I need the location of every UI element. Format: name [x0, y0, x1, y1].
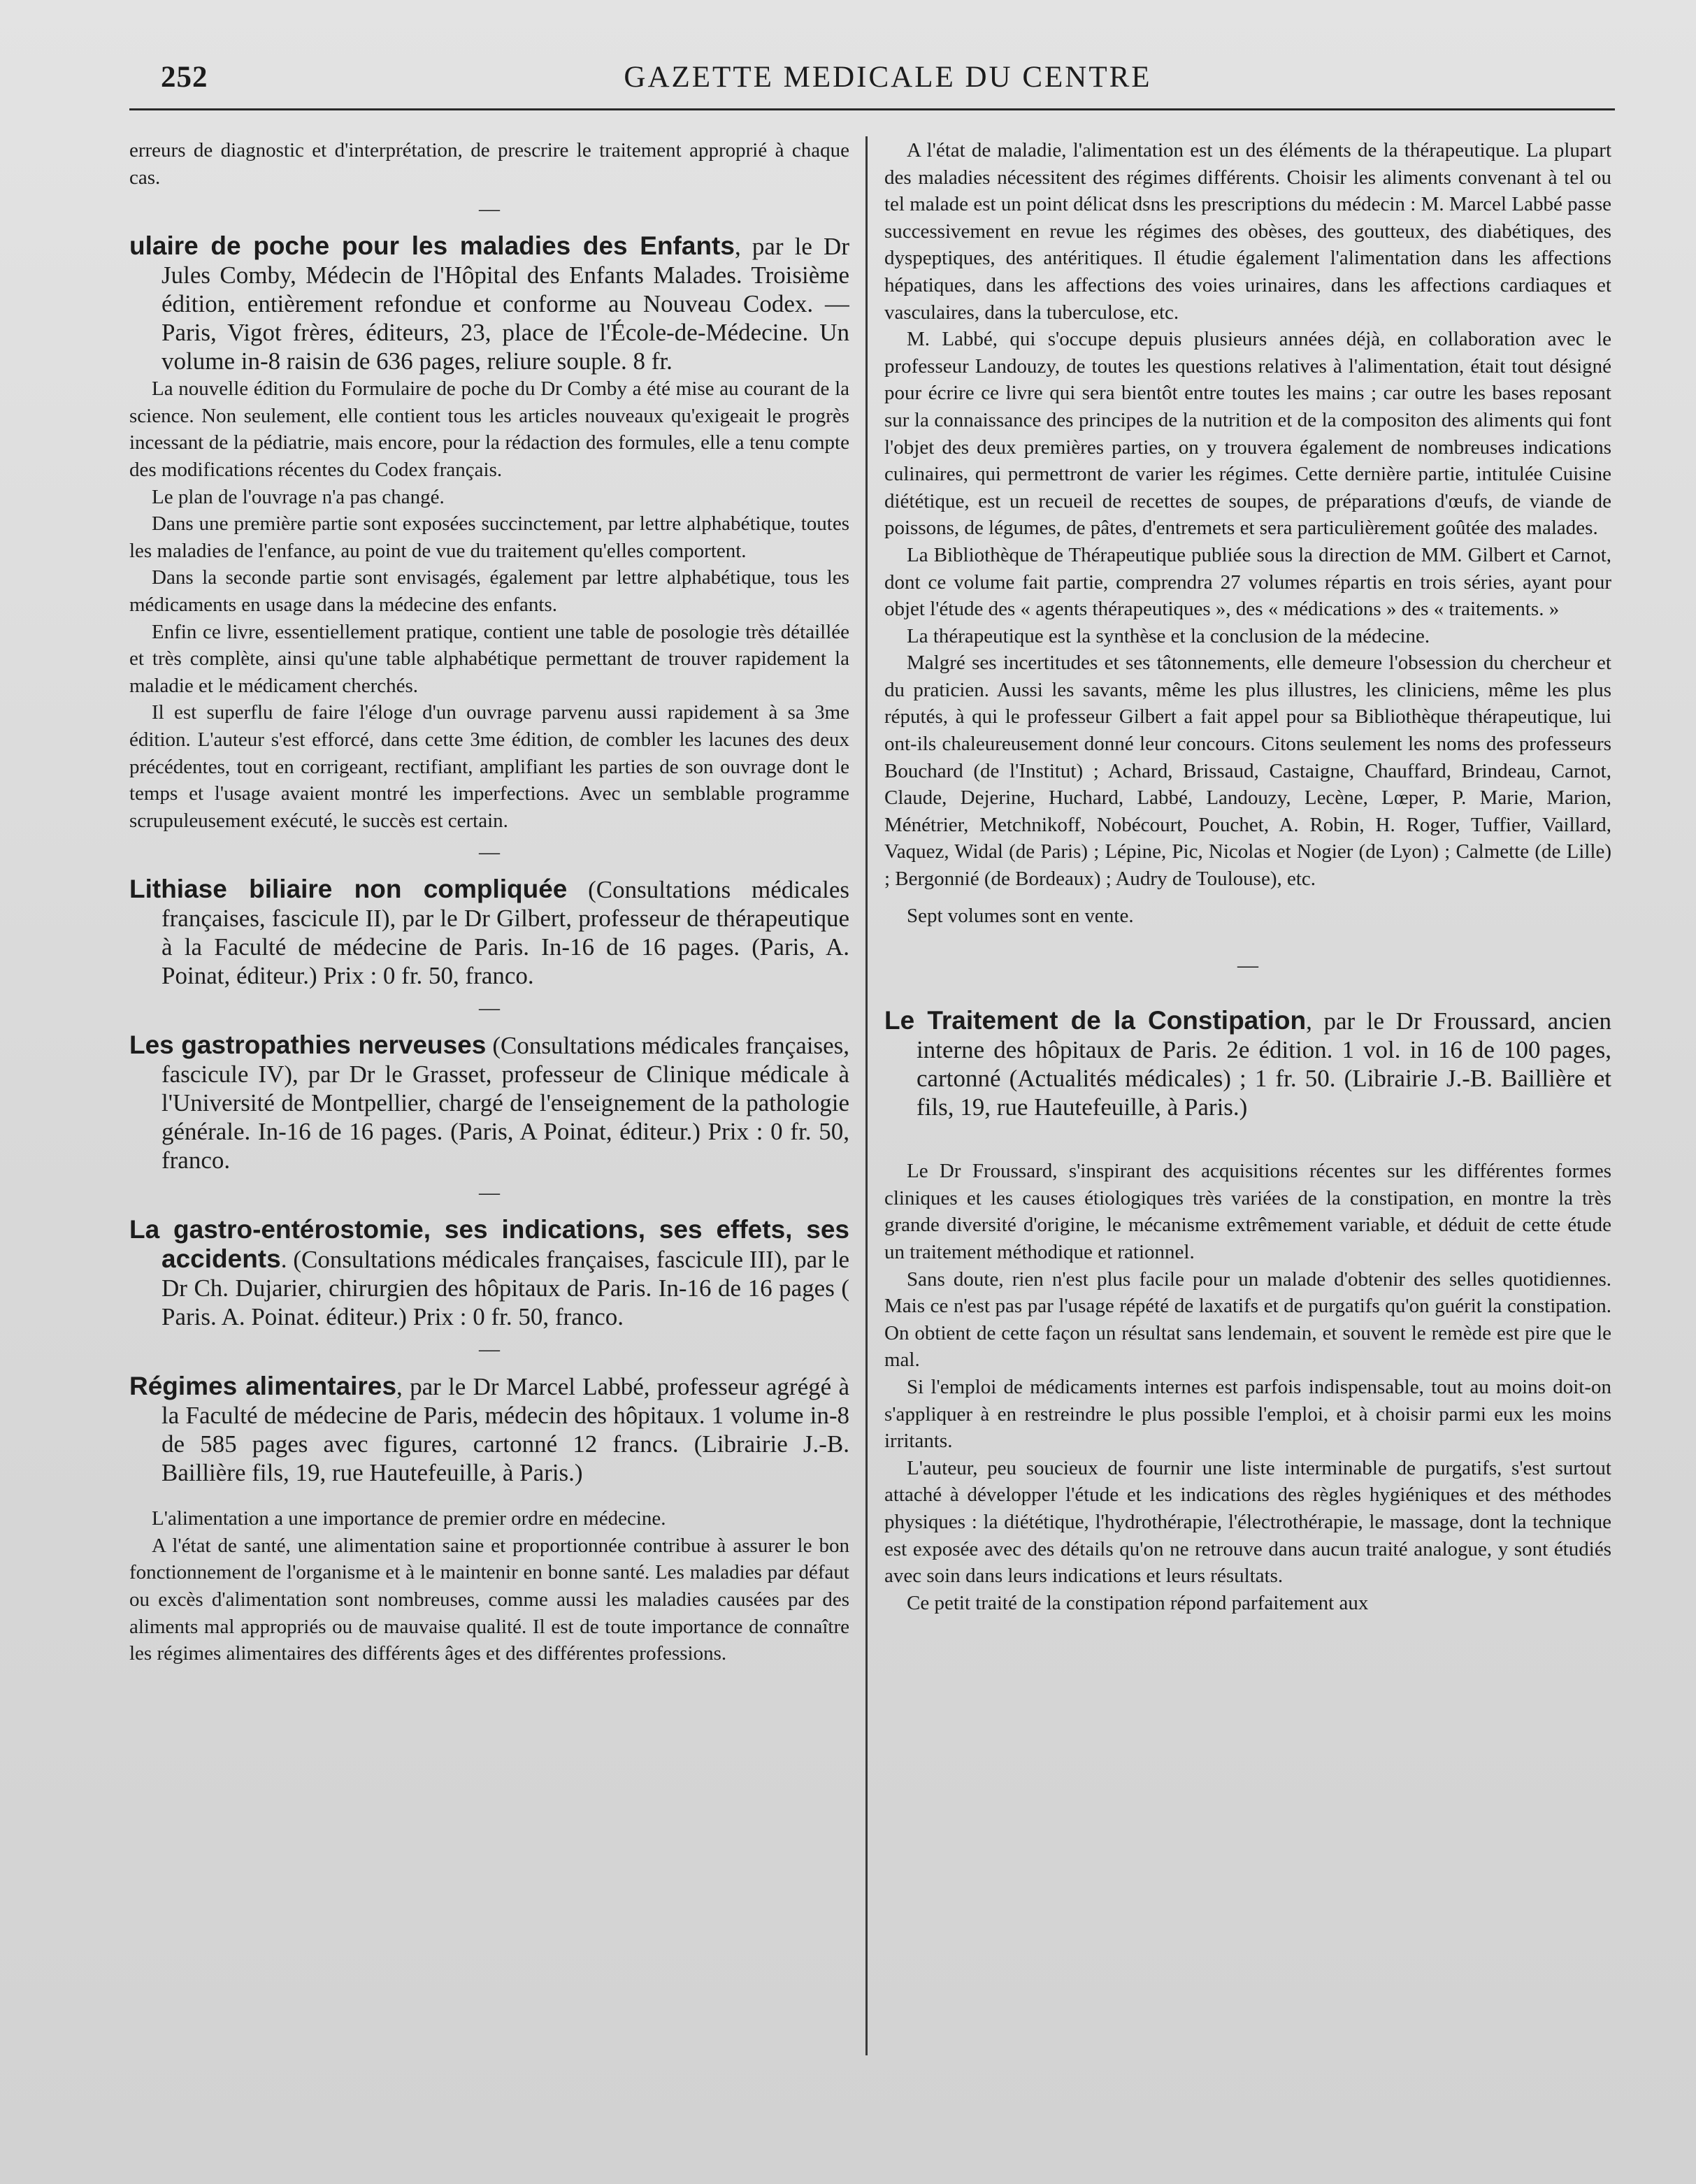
review-entry-formulaire — [129, 231, 849, 375]
journal-title: GAZETTE MEDICALE DU CENTRE — [624, 61, 1152, 94]
page-number: 252 — [161, 61, 208, 94]
entry-title: Les gastropathies nerveuses — [129, 1030, 487, 1060]
review-paragraph: L'alimentation a une importance de premier ordre en médecine. — [152, 1507, 666, 1530]
separator-dash: — — [1237, 954, 1258, 977]
review-paragraph: Le Dr Froussard, s'inspirant des acquisitions récentes sur les différentes formes cliniques et les causes étiologiques très variées de la constipation, en montre la très grande diversité d'origine, le mécanisme extrêmement variable, et déduit de cette étude un traitement méthodique et rationnel. — [884, 1160, 1611, 1263]
column-divider — [865, 136, 868, 2055]
separator-dash: — — [479, 1337, 500, 1361]
entry-citation: (Consultations médicales françaises, fascicule IV), par Dr le Grasset, professeur de Clinique médicale à l'Université de Montpellier, chargé de l'enseignement de la pathologie générale. In-16 de 16 pages. (Paris, A Poinat, éditeur.) Prix : 0 fr. 50, franco. — [161, 1032, 849, 1174]
review-entry-regimes — [129, 1372, 849, 1487]
review-paragraph: Enfin ce livre, essentiellement pratique, contient une table de posologie très détaillée et très complète, ainsi qu'une table alphabétique permettant de trouver rapidement la maladie et le médicament cherchés. — [129, 620, 849, 697]
review-paragraph: A l'état de maladie, l'alimentation est un des éléments de la thérapeutique. La plupart des maladies nécessitent des régimes différents. Choisir les aliments convenant à tel ou tel malade est un point délicat dsns les prescriptions du médecin : M. Marcel Labbé passe successivement en revue les régimes des obèses, des goutteux, des diabétiques, des dyspeptiques, des antéritiques. Il étudie également l'alimentation dans les affections hépatiques, dans les affections des voies urinaires, dans les affections cardiaques et vasculaires, dans la tuberculose, etc. — [884, 139, 1611, 324]
review-paragraph: Le plan de l'ouvrage n'a pas changé. — [152, 485, 445, 508]
entry-title: Le Traitement de la Constipation — [884, 1006, 1307, 1035]
entry-citation: (Consultations médicales françaises, fascicule II), par le Dr Gilbert, professeur de thérapeutique à la Faculté de médecine de Paris. In-16 de 16 pages. (Paris, A. Poinat, éditeur.) Prix : 0 fr. 50, franco. — [161, 876, 849, 990]
review-paragraph: A l'état de santé, une alimentation saine et proportionnée contribue à assurer le bon fonctionnement de l'organisme et à le maintenir en bonne santé. Les maladies par défaut ou excès d'alimentation sont nombreuses, comme aussi les maladies causées par des aliments mal appropriés ou de mauvaise qualité. Il est de toute importance de connaître les régimes alimentaires des différents âges et des différentes professions. — [129, 1534, 849, 1665]
review-paragraph: L'auteur, peu soucieux de fournir une liste interminable de purgatifs, s'est surtout attaché à développer l'étude et les indications des règles hygiéniques et des méthodes physiques : la diététique, l'hydrothérapie, l'électrothérapie, le massage, dont la technique est exposée avec des détails qu'on ne retrouve dans aucun traité analogue, y sont étudiés avec soin dans leurs indications et leurs résultats. — [884, 1456, 1611, 1588]
review-paragraph: Dans une première partie sont exposées succinctement, par lettre alphabétique, toutes les maladies de l'enfance, au point de vue du traitement qu'elles comportent. — [129, 512, 849, 562]
header-rule — [129, 108, 1615, 110]
left-column — [129, 137, 849, 2067]
entry-title: ulaire de poche pour les maladies des Enfants — [129, 231, 735, 261]
review-paragraph: Ce petit traité de la constipation répond parfaitement aux — [907, 1591, 1369, 1614]
review-paragraph: Dans la seconde partie sont envisagés, également par lettre alphabétique, tous les médicaments en usage dans la médecine des enfants. — [129, 566, 849, 616]
review-paragraph: La nouvelle édition du Formulaire de poche du Dr Comby a été mise au courant de la science. Non seulement, elle contient tous les articles nouveaux qu'exigeait le progrès incessant de la pédiatrie, mais encore, pour la rédaction des formules, elle a tenu compte des modifications récentes du Codex français. — [129, 378, 849, 481]
review-paragraph: Malgré ses incertitudes et ses tâtonnements, elle demeure l'obsession du chercheur et du praticien. Aussi les savants, même les plus illustres, les cliniciens, même les plus réputés, à qui le professeur Gilbert a fait appel pour sa Bibliothèque thérapeutique, lui ont-ils chaleureusement donné leur concours. Citons seulement les noms des professeurs Bouchard (de l'Institut) ; Achard, Brissaud, Castaigne, Chauffard, Brindeau, Carnot, Claude, Dejerine, Huchard, Labbé, Landouzy, Lecène, Lœper, P. Marie, Marion, Ménétrier, Metchnikoff, Nobécourt, Pouchet, A. Robin, H. Roger, Tuffier, Vaillard, Vaquez, Widal (de Paris) ; Lépine, Pic, Nicolas et Nogier (de Lyon) ; Calmette (de Lille) ; Bergonnié (de Bordeaux) ; Audry de Toulouse), etc. — [884, 652, 1611, 891]
review-paragraph: La thérapeutique est la synthèse et la conclusion de la médecine. — [907, 624, 1430, 647]
right-column — [884, 137, 1611, 2067]
entry-citation: , par le Dr Froussard, ancien interne des hôpitaux de Paris. 2e édition. 1 vol. in 16 de 100 pages, cartonné (Actualités médicales) ; 1 fr. 50. (Librairie J.-B. Baillière et fils, 19, rue Hautefeuille, à Paris.) — [917, 1007, 1611, 1121]
entry-citation: . (Consultations médicales françaises, fascicule III), par le Dr Ch. Dujarier, chirurgien des hôpitaux de Paris. In-16 de 16 pages ( Paris. A. Poinat. éditeur.) Prix : 0 fr. 50, franco. — [161, 1246, 849, 1331]
review-paragraph: Sans doute, rien n'est plus facile pour un malade d'obtenir des selles quotidiennes. Mais ce n'est pas par l'usage répété de laxatifs et de purgatifs qu'on guérit la constipation. On obtient de cette façon un résultat sans lendemain, et souvent le remède est pire que le mal. — [884, 1267, 1611, 1372]
intro-paragraph: erreurs de diagnostic et d'interprétation, de prescrire le traitement approprié à chaque cas. — [129, 139, 849, 189]
separator-dash: — — [479, 996, 500, 1020]
entry-title: Régimes alimentaires — [129, 1372, 397, 1401]
entry-title: Lithiase biliaire non compliquée — [129, 875, 568, 904]
separator-dash: — — [479, 197, 500, 221]
review-entry-gastropathies — [129, 1030, 849, 1174]
page-header — [161, 55, 1615, 103]
review-entry-lithiase — [129, 875, 849, 990]
review-entry-gastro-enterostomie — [129, 1215, 849, 1331]
entry-title: La gastro-entérostomie, ses indications, ses effets, ses accidents — [129, 1215, 849, 1274]
separator-dash: — — [479, 840, 500, 864]
entry-citation: , par le Dr Jules Comby, Médecin de l'Hôpital des Enfants Malades. Troisième édition, entièrement refondue et conforme au Nouveau Codex. — Paris, Vigot frères, éditeurs, 23, place de l'École-de-Médecine. Un volume in-8 raisin de 636 pages, reliure souple. 8 fr. — [161, 233, 849, 375]
separator-dash: — — [479, 1181, 500, 1205]
review-paragraph: Sept volumes sont en vente. — [907, 904, 1134, 927]
entry-citation: , par le Dr Marcel Labbé, professeur agrégé à la Faculté de médecine de Paris, médecin des hôpitaux. 1 volume in-8 de 585 pages avec figures, cartonné 12 francs. (Librairie J.-B. Baillière fils, 19, rue Hautefeuille, à Paris.) — [161, 1373, 849, 1487]
review-paragraph: Si l'emploi de médicaments internes est parfois indispensable, tout au moins doit-on s'appliquer à en restreindre le plus possible l'emploi, et à choisir parmi eux les moins irritants. — [884, 1375, 1611, 1453]
review-paragraph: Il est superflu de faire l'éloge d'un ouvrage parvenu aussi rapidement à sa 3me édition. L'auteur s'est efforcé, dans cette 3me édition, de combler les lacunes des deux précédentes, tout en corrigeant, rectifiant, amplifiant les parties de son ouvrage dont le temps et l'usage avaient montré les imperfections. Avec un semblable programme scrupuleusement exécuté, le succès est certain. — [129, 701, 849, 832]
review-paragraph: La Bibliothèque de Thérapeutique publiée sous la direction de MM. Gilbert et Carnot, dont ce volume fait partie, comprendra 27 volumes répartis en trois séries, ayant pour objet l'étude des « agents thérapeutiques », des « médications » des « traitements. » — [884, 543, 1611, 621]
review-paragraph: M. Labbé, qui s'occupe depuis plusieurs années déjà, en collaboration avec le professeur Landouzy, de toutes les questions relatives à l'alimentation, était tout désigné pour écrire ce livre qui sera bientôt entre toutes les mains ; car outre les bases reposant sur la connaissance des principes de la nutrition et de la compositon des aliments qui font l'objet des deux premières parties, on y trouvera également de nombreuses indications culinaires, qui permettront de varier les régimes. Cette dernière partie, intitulée Cuisine diététique, est un recueil de recettes de soupes, de préparations d'œufs, de viande de poissons, de légumes, de pâtes, d'entremets et sera particulièrement goûtée des malades. — [884, 328, 1611, 540]
review-entry-constipation — [884, 1006, 1611, 1121]
